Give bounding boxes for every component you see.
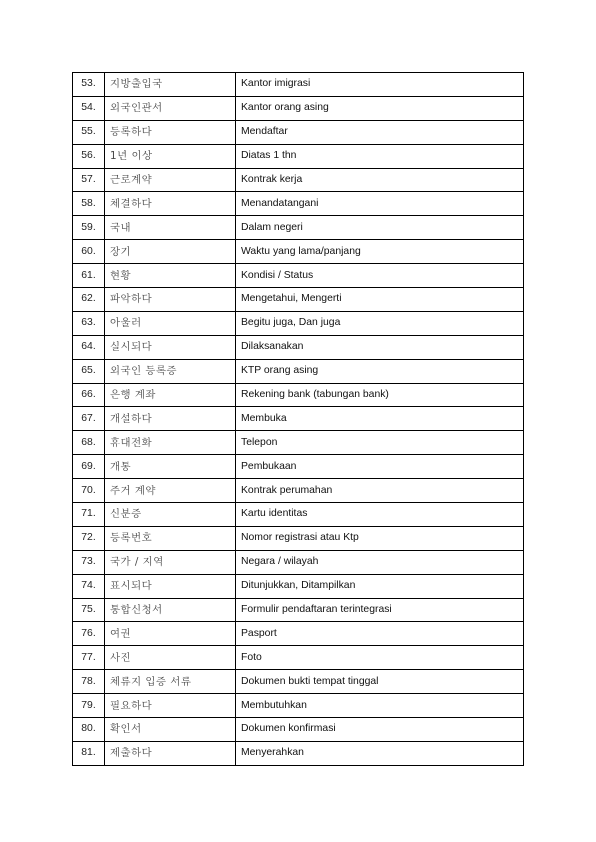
korean-term: 제출하다 bbox=[105, 741, 236, 765]
indonesian-translation: Kantor orang asing bbox=[236, 96, 524, 120]
korean-term: 통합신청서 bbox=[105, 598, 236, 622]
row-number: 75. bbox=[73, 598, 105, 622]
korean-term: 사진 bbox=[105, 646, 236, 670]
row-number: 76. bbox=[73, 622, 105, 646]
korean-term: 지방출입국 bbox=[105, 73, 236, 97]
table-row bbox=[73, 503, 524, 527]
row-number: 69. bbox=[73, 455, 105, 479]
indonesian-translation: Ditunjukkan, Ditampilkan bbox=[236, 574, 524, 598]
korean-term: 주거 계약 bbox=[105, 479, 236, 503]
indonesian-translation: Begitu juga, Dan juga bbox=[236, 311, 524, 335]
row-number: 65. bbox=[73, 359, 105, 383]
table-row bbox=[73, 144, 524, 168]
indonesian-translation: Formulir pendaftaran terintegrasi bbox=[236, 598, 524, 622]
table-row bbox=[73, 264, 524, 288]
table-row bbox=[73, 622, 524, 646]
row-number: 59. bbox=[73, 216, 105, 240]
indonesian-translation: Mendaftar bbox=[236, 120, 524, 144]
row-number: 53. bbox=[73, 73, 105, 97]
indonesian-translation: Rekening bank (tabungan bank) bbox=[236, 383, 524, 407]
indonesian-translation: Foto bbox=[236, 646, 524, 670]
vocabulary-table bbox=[72, 72, 524, 766]
row-number: 79. bbox=[73, 694, 105, 718]
indonesian-translation: Waktu yang lama/panjang bbox=[236, 240, 524, 264]
indonesian-translation: Dokumen konfirmasi bbox=[236, 718, 524, 742]
korean-term: 등록번호 bbox=[105, 526, 236, 550]
korean-term: 아울러 bbox=[105, 311, 236, 335]
korean-term: 확인서 bbox=[105, 718, 236, 742]
indonesian-translation: Kondisi / Status bbox=[236, 264, 524, 288]
table-row bbox=[73, 694, 524, 718]
korean-term: 개통 bbox=[105, 455, 236, 479]
korean-term: 실시되다 bbox=[105, 335, 236, 359]
indonesian-translation: Pasport bbox=[236, 622, 524, 646]
table-row bbox=[73, 192, 524, 216]
table-row bbox=[73, 550, 524, 574]
row-number: 56. bbox=[73, 144, 105, 168]
indonesian-translation: Pembukaan bbox=[236, 455, 524, 479]
row-number: 78. bbox=[73, 670, 105, 694]
indonesian-translation: Negara / wilayah bbox=[236, 550, 524, 574]
indonesian-translation: Dokumen bukti tempat tinggal bbox=[236, 670, 524, 694]
korean-term: 외국인관서 bbox=[105, 96, 236, 120]
korean-term: 국내 bbox=[105, 216, 236, 240]
indonesian-translation: Kontrak perumahan bbox=[236, 479, 524, 503]
table-row bbox=[73, 311, 524, 335]
table-row bbox=[73, 240, 524, 264]
indonesian-translation: Kartu identitas bbox=[236, 503, 524, 527]
korean-term: 체결하다 bbox=[105, 192, 236, 216]
indonesian-translation: Dalam negeri bbox=[236, 216, 524, 240]
korean-term: 1년 이상 bbox=[105, 144, 236, 168]
table-row bbox=[73, 526, 524, 550]
korean-term: 휴대전화 bbox=[105, 431, 236, 455]
table-row bbox=[73, 335, 524, 359]
table-row bbox=[73, 216, 524, 240]
korean-term: 국가 / 지역 bbox=[105, 550, 236, 574]
indonesian-translation: KTP orang asing bbox=[236, 359, 524, 383]
table-row bbox=[73, 120, 524, 144]
korean-term: 장기 bbox=[105, 240, 236, 264]
row-number: 63. bbox=[73, 311, 105, 335]
korean-term: 개설하다 bbox=[105, 407, 236, 431]
row-number: 71. bbox=[73, 503, 105, 527]
table-row bbox=[73, 407, 524, 431]
row-number: 62. bbox=[73, 288, 105, 312]
row-number: 57. bbox=[73, 168, 105, 192]
row-number: 55. bbox=[73, 120, 105, 144]
row-number: 80. bbox=[73, 718, 105, 742]
row-number: 72. bbox=[73, 526, 105, 550]
row-number: 60. bbox=[73, 240, 105, 264]
indonesian-translation: Diatas 1 thn bbox=[236, 144, 524, 168]
table-row bbox=[73, 741, 524, 765]
row-number: 58. bbox=[73, 192, 105, 216]
row-number: 66. bbox=[73, 383, 105, 407]
indonesian-translation: Membuka bbox=[236, 407, 524, 431]
indonesian-translation: Mengetahui, Mengerti bbox=[236, 288, 524, 312]
korean-term: 은행 계좌 bbox=[105, 383, 236, 407]
korean-term: 여권 bbox=[105, 622, 236, 646]
table-row bbox=[73, 598, 524, 622]
row-number: 74. bbox=[73, 574, 105, 598]
korean-term: 외국인 등록증 bbox=[105, 359, 236, 383]
indonesian-translation: Menyerahkan bbox=[236, 741, 524, 765]
table-row bbox=[73, 718, 524, 742]
table-row bbox=[73, 431, 524, 455]
row-number: 64. bbox=[73, 335, 105, 359]
indonesian-translation: Kantor imigrasi bbox=[236, 73, 524, 97]
indonesian-translation: Nomor registrasi atau Ktp bbox=[236, 526, 524, 550]
table-row bbox=[73, 670, 524, 694]
indonesian-translation: Kontrak kerja bbox=[236, 168, 524, 192]
table-row bbox=[73, 96, 524, 120]
indonesian-translation: Membutuhkan bbox=[236, 694, 524, 718]
table-row bbox=[73, 455, 524, 479]
table-row bbox=[73, 479, 524, 503]
korean-term: 등록하다 bbox=[105, 120, 236, 144]
korean-term: 파악하다 bbox=[105, 288, 236, 312]
indonesian-translation: Menandatangani bbox=[236, 192, 524, 216]
korean-term: 표시되다 bbox=[105, 574, 236, 598]
table-row bbox=[73, 359, 524, 383]
vocabulary-table-body bbox=[73, 73, 524, 766]
table-row bbox=[73, 383, 524, 407]
table-row bbox=[73, 574, 524, 598]
table-row bbox=[73, 73, 524, 97]
row-number: 81. bbox=[73, 741, 105, 765]
indonesian-translation: Telepon bbox=[236, 431, 524, 455]
row-number: 67. bbox=[73, 407, 105, 431]
korean-term: 체류지 입증 서류 bbox=[105, 670, 236, 694]
row-number: 54. bbox=[73, 96, 105, 120]
korean-term: 필요하다 bbox=[105, 694, 236, 718]
korean-term: 근로계약 bbox=[105, 168, 236, 192]
row-number: 61. bbox=[73, 264, 105, 288]
row-number: 70. bbox=[73, 479, 105, 503]
row-number: 73. bbox=[73, 550, 105, 574]
row-number: 68. bbox=[73, 431, 105, 455]
table-row bbox=[73, 646, 524, 670]
row-number: 77. bbox=[73, 646, 105, 670]
indonesian-translation: Dilaksanakan bbox=[236, 335, 524, 359]
korean-term: 신분증 bbox=[105, 503, 236, 527]
table-row bbox=[73, 168, 524, 192]
korean-term: 현황 bbox=[105, 264, 236, 288]
table-row bbox=[73, 288, 524, 312]
